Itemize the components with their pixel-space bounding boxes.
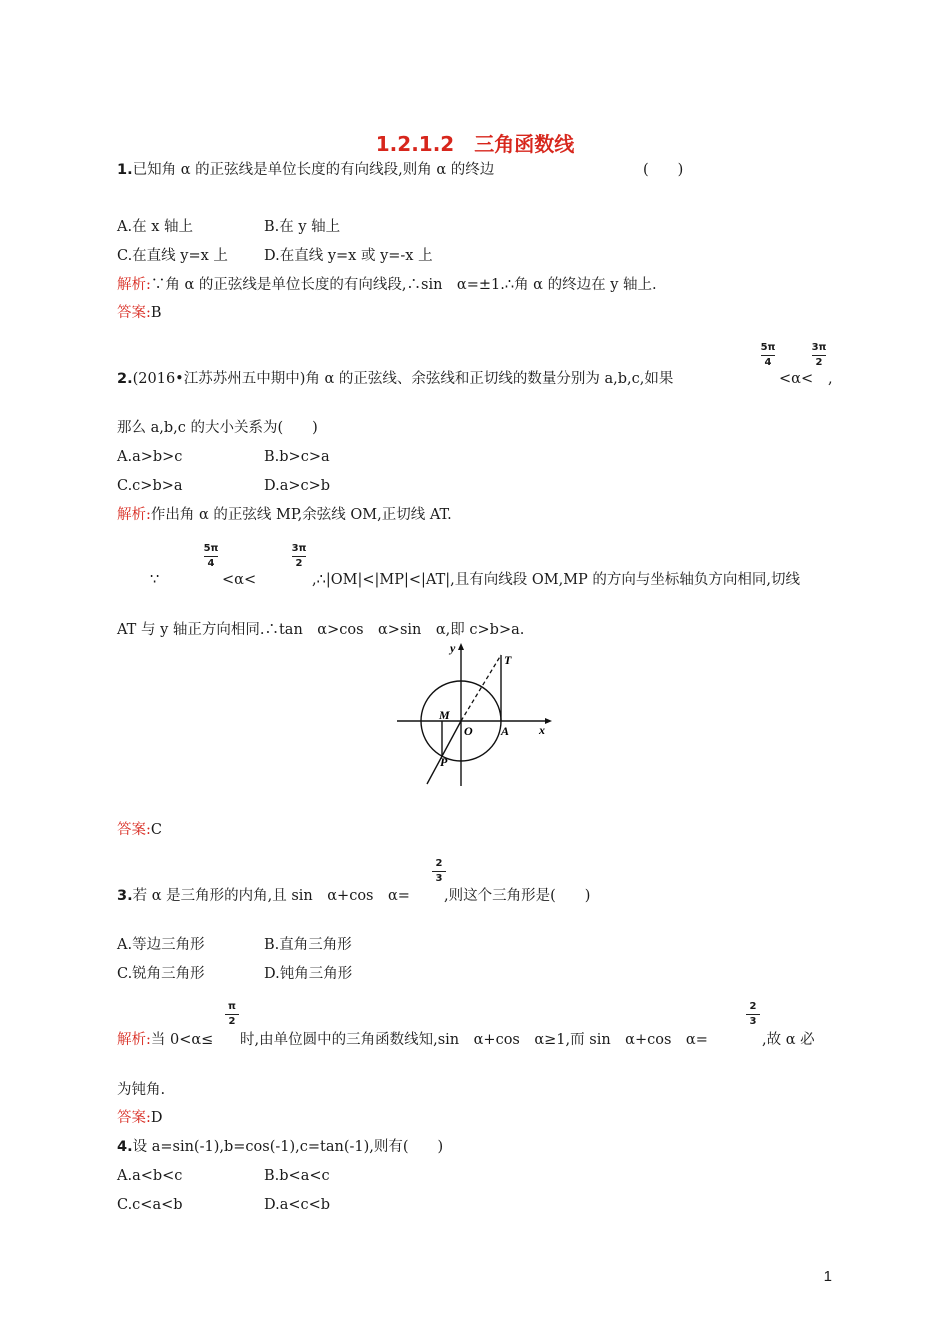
q4-stem xyxy=(117,1137,443,1157)
label-y: y xyxy=(450,641,456,655)
q2-answer-label: 答案: xyxy=(117,822,151,838)
q2-option-d: D.a>c>b xyxy=(264,478,331,494)
y-axis-arrow xyxy=(458,643,464,650)
q2-analysis-inequality: <α< xyxy=(222,572,257,588)
x-axis-arrow xyxy=(545,718,552,724)
frac-numerator: 5π xyxy=(760,342,776,353)
q2-answer-value: C xyxy=(150,822,162,838)
frac-denominator: 4 xyxy=(764,357,772,368)
q3-analysis-end: ,故 α 必 xyxy=(762,1032,815,1048)
q2-because: ∵ xyxy=(150,572,160,588)
q3-stem xyxy=(117,886,410,906)
q3-stem-rest: ,则这个三角形是( ) xyxy=(444,888,591,904)
q1-option-d: D.在直线 y=x 或 y=-x 上 xyxy=(264,248,433,264)
q2-fraction-5pi-4 xyxy=(757,342,779,369)
q2-analysis-text: 作出角 α 的正弦线 MP,余弦线 OM,正切线 AT. xyxy=(150,507,452,523)
frac-denominator: 3 xyxy=(435,873,443,884)
page-number: 1 xyxy=(823,1268,832,1285)
q2-option-c: C.c>b>a xyxy=(117,478,183,494)
q2-option-a: A.a>b>c xyxy=(117,449,183,465)
q1-answer-label: 答案: xyxy=(117,305,151,321)
q3-analysis-fraction-2-3 xyxy=(742,1001,764,1028)
q2-answer xyxy=(117,820,162,840)
q4-stem-text: 设 a=sin(-1),b=cos(-1),c=tan(-1),则有( ) xyxy=(132,1139,444,1155)
q3-analysis-middle: 时,由单位圆中的三角函数线知,sin α+cos α≥1,而 sin α+cos α= xyxy=(240,1032,708,1048)
q4-option-c: C.c<a<b xyxy=(117,1197,183,1213)
q2-analysis-fraction-3pi-2 xyxy=(288,543,310,570)
q2-analysis-line2: ,∴|OM|<|MP|<|AT|,且有向线段 OM,MP 的方向与坐标轴负方向相同,切线 xyxy=(312,572,801,588)
q3-answer-label: 答案: xyxy=(117,1110,151,1126)
q3-fraction-2-3 xyxy=(428,858,450,885)
q2-option-b: B.b>c>a xyxy=(264,449,330,465)
q4-option-d: D.a<c<b xyxy=(264,1197,331,1213)
frac-numerator: 3π xyxy=(291,543,307,554)
frac-denominator: 2 xyxy=(228,1016,236,1027)
q1-answer xyxy=(117,303,162,323)
q2-stem-line2: 那么 a,b,c 的大小关系为( ) xyxy=(117,420,318,436)
frac-denominator: 2 xyxy=(295,558,303,569)
q3-answer-value: D xyxy=(150,1110,163,1126)
q3-stem-text: 若 α 是三角形的内角,且 sin α+cos α= xyxy=(132,888,410,904)
unit-circle-figure xyxy=(395,640,555,790)
q1-option-a: A.在 x 轴上 xyxy=(117,219,193,235)
q2-analysis-label: 解析: xyxy=(117,507,151,523)
q3-option-d: D.钝角三角形 xyxy=(264,966,353,982)
frac-denominator: 4 xyxy=(207,558,215,569)
label-O: O xyxy=(464,724,473,738)
frac-numerator: 3π xyxy=(811,342,827,353)
q1-number: 1. xyxy=(117,162,133,178)
q2-stem xyxy=(117,369,673,389)
q2-stem-comma: , xyxy=(828,371,833,387)
label-P: P xyxy=(440,755,448,769)
label-A: A xyxy=(501,724,510,738)
terminal-extension xyxy=(461,655,501,721)
q1-option-c: C.在直线 y=x 上 xyxy=(117,248,228,264)
q4-number: 4. xyxy=(117,1139,133,1155)
q1-answer-value: B xyxy=(150,305,162,321)
q2-fraction-3pi-2 xyxy=(808,342,830,369)
q1-analysis-text: ∵角 α 的正弦线是单位长度的有向线段,∴sin α=±1.∴角 α 的终边在 y 轴上. xyxy=(150,277,657,293)
q3-analysis-label: 解析: xyxy=(117,1032,151,1048)
q2-stem-inequality: <α< xyxy=(779,371,814,387)
q3-number: 3. xyxy=(117,888,133,904)
q1-stem-text: 已知角 α 的正弦线是单位长度的有向线段,则角 α 的终边 xyxy=(132,162,495,178)
frac-numerator: π xyxy=(228,1001,236,1012)
q2-number: 2. xyxy=(117,371,133,387)
frac-denominator: 2 xyxy=(815,357,823,368)
q1-analysis-label: 解析: xyxy=(117,277,151,293)
q3-option-c: C.锐角三角形 xyxy=(117,966,205,982)
q1-option-b: B.在 y 轴上 xyxy=(264,219,341,235)
frac-denominator: 3 xyxy=(749,1016,757,1027)
label-M: M xyxy=(439,708,450,722)
q2-stem-text: (2016•江苏苏州五中期中)角 α 的正弦线、余弦线和正切线的数量分别为 a,b,c,如果 xyxy=(132,371,674,387)
q3-analysis-line2: 为钝角. xyxy=(117,1082,166,1098)
frac-numerator: 5π xyxy=(203,543,219,554)
q3-analysis-line1 xyxy=(117,1030,213,1050)
q2-analysis-fraction-5pi-4 xyxy=(200,543,222,570)
q1-paren: ( ) xyxy=(643,162,684,178)
terminal-side xyxy=(427,721,461,784)
q2-analysis-line3: AT 与 y 轴正方向相同.∴tan α>cos α>sin α,即 c>b>a. xyxy=(117,622,525,638)
q4-option-b: B.b<a<c xyxy=(264,1168,330,1184)
q3-analysis-start: 当 0<α≤ xyxy=(150,1032,214,1048)
q3-fraction-pi-2 xyxy=(221,1001,243,1028)
label-T: T xyxy=(504,653,512,667)
q2-analysis-line1 xyxy=(117,505,452,525)
q1-analysis xyxy=(117,275,657,295)
page-title: 1.2.1.2 三角函数线 xyxy=(375,132,575,156)
q4-option-a: A.a<b<c xyxy=(117,1168,183,1184)
q1-stem xyxy=(117,160,494,180)
frac-numerator: 2 xyxy=(435,858,443,869)
label-x: x xyxy=(539,723,545,737)
q3-option-a: A.等边三角形 xyxy=(117,937,205,953)
q3-option-b: B.直角三角形 xyxy=(264,937,352,953)
frac-numerator: 2 xyxy=(749,1001,757,1012)
q3-answer xyxy=(117,1108,163,1128)
